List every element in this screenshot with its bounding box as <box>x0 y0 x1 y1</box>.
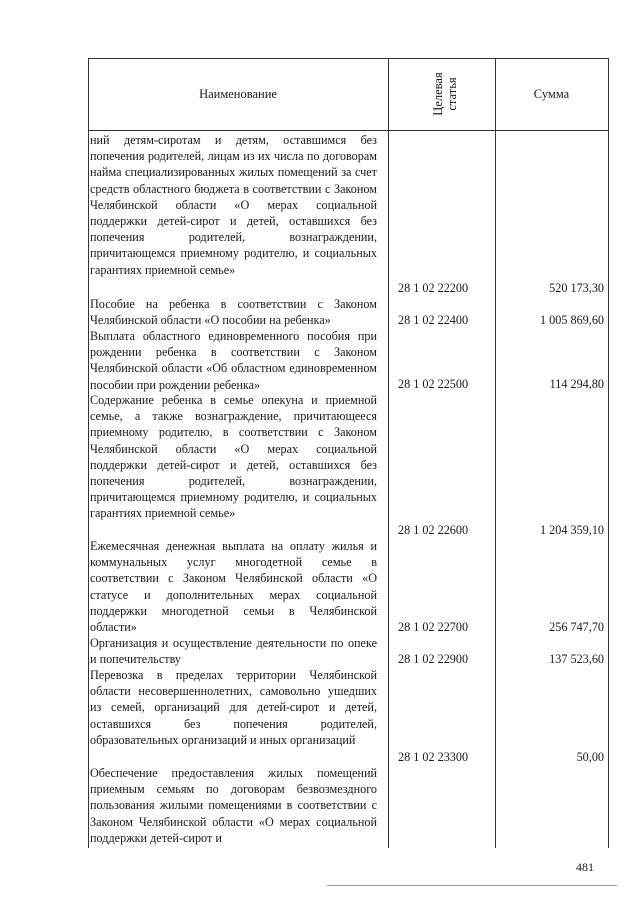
table-right-border <box>608 58 609 848</box>
row-code: 28 1 02 22500 <box>398 377 469 391</box>
row-name: Обеспечение предоставления жилых помещений приемным семьям по договорам безвозмездного пользования жилыми помещениями в соответствии с Законом Челябинской области «О мерах социальной поддержки детей-сирот и <box>90 766 377 845</box>
header-sum: Сумма <box>533 86 570 101</box>
row-name: ний детям-сиротам и детям, оставшимся без попечения родителей, лицам из их числа по договорам найма специализированных жилых помещений за счет средств областного бюджета в соответствии с Законом Челябинской области «О мерах социальной поддержки детей-сирот и детей, оставшихся без попечения родителей, вознаграждении, причитающемся приемному родителю, и социальных гарантиях приемной семье» <box>90 133 377 277</box>
row-name: Пособие на ребенка в соответствии с Законом Челябинской области «О пособии на ребенка» <box>90 297 377 328</box>
row-sum: 114 294,80 <box>549 377 604 391</box>
header-name: Наименование <box>199 86 277 101</box>
row-name: Организация и осуществление деятельности по опеке и попечительству <box>90 636 377 667</box>
column-divider-sum <box>495 58 496 848</box>
row-name: Перевозка в пределах территории Челябинской области несовершеннолетних, самовольно ушедших из семей, организаций для детей-сирот и детей, оставшихся без попечения родителей, образовательных организаций и иных организаций <box>90 668 377 747</box>
row-code: 28 1 02 22700 <box>398 620 469 634</box>
header-bottom-border <box>88 130 608 131</box>
column-divider-code <box>388 58 389 848</box>
row-sum: 137 523,60 <box>549 652 604 666</box>
row-code: 28 1 02 22900 <box>398 652 469 666</box>
table-left-border <box>88 58 89 848</box>
row-sum: 1 005 869,60 <box>540 313 604 327</box>
row-code: 28 1 02 22200 <box>398 281 469 295</box>
footer-rule <box>327 885 617 886</box>
row-sum: 1 204 359,10 <box>540 523 604 537</box>
row-name: Ежемесячная денежная выплата на оплату жилья и коммунальных услуг многодетной семье в соответствии с Законом Челябинской области «О статусе и дополнительных мерах социальной поддержки многодетной семьи в Челябинской области» <box>90 539 377 635</box>
row-sum: 50,00 <box>576 750 604 764</box>
row-sum: 520 173,30 <box>549 281 604 295</box>
row-name: Содержание ребенка в семье опекуна и приемной семье, а также вознаграждение, причитающееся приемному родителю, в соответствии с Законом Челябинской области «О мерах социальной поддержки детей-сирот и детей, оставшихся без попечения родителей, вознаграждении, причитающемся приемному родителю, и социальных гарантиях приемной семье» <box>90 393 377 521</box>
row-sum: 256 747,70 <box>549 620 604 634</box>
header-code-line1: Целевая <box>431 72 445 116</box>
row-code: 28 1 02 22400 <box>398 313 469 327</box>
row-code: 28 1 02 22600 <box>398 523 469 537</box>
header-code <box>395 58 495 130</box>
page-number: 481 <box>576 860 594 874</box>
row-name: Выплата областного единовременного пособия при рождении ребенка в соответствии с Законом Челябинской области «Об областном единовременном пособии при рождении ребенка» <box>90 329 377 392</box>
row-code: 28 1 02 23300 <box>398 750 469 764</box>
header-code-line2: статья <box>445 77 459 111</box>
